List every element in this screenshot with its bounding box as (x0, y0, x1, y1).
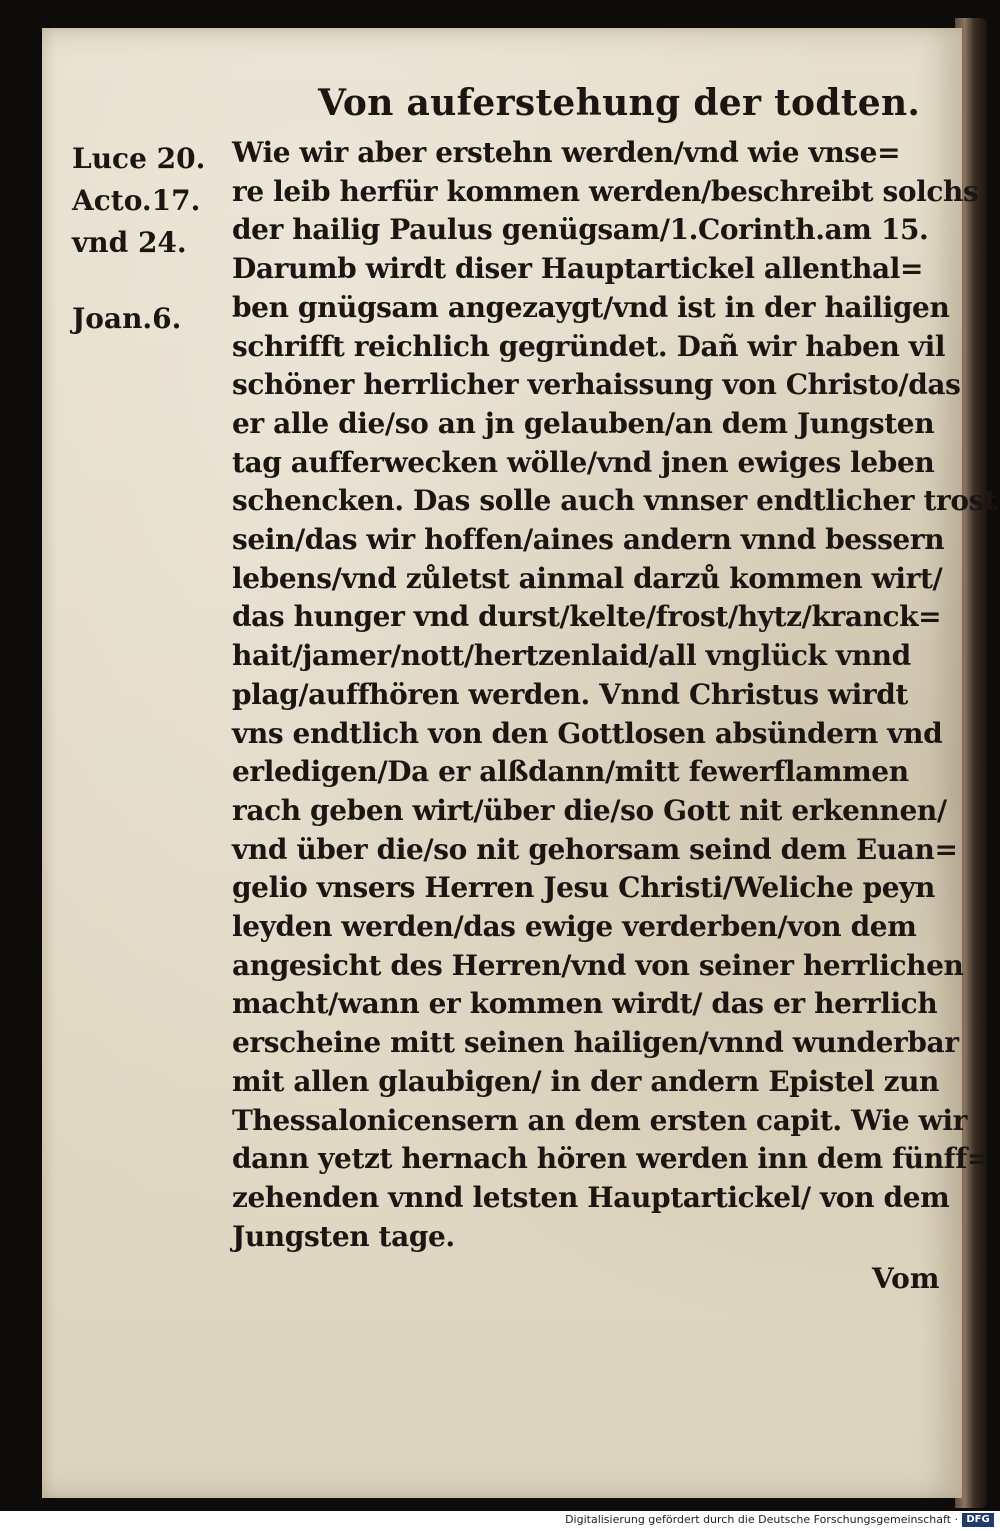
text-line: er alle die/so an jn gelauben/an dem Jungsten (232, 406, 935, 440)
text-line: dann yetzt hernach hören werden inn dem fünff= (232, 1142, 991, 1176)
margin-note: Joan.6. (72, 302, 182, 335)
text-line: tag aufferwecken wölle/vnd jnen ewiges leben (232, 445, 935, 479)
text-line: zehenden vnnd letsten Hauptartickel/ von dem (232, 1180, 950, 1214)
text-line: Darumb wirdt diser Hauptartickel allenthal= (232, 252, 924, 285)
text-line: plag/auffhören werden. Vnnd Christus wirdt (232, 677, 908, 711)
dfg-logo-icon: DFG (962, 1513, 994, 1527)
text-line: mit allen glaubigen/ in der andern Epistel zun (232, 1064, 939, 1098)
text-line: Jungsten tage. (232, 1219, 455, 1253)
text-line: hait/jamer/nott/hertzenlaid/all vnglück vnnd (232, 639, 911, 673)
text-line: Thessalonicensern an dem ersten capit. Wie wir (232, 1103, 967, 1137)
text-line: schencken. Das solle auch vnnser endtlicher trost (232, 484, 997, 518)
text-line: erscheine mitt seinen hailigen/vnnd wunderbar (232, 1026, 959, 1060)
text-line: vns endtlich von den Gottlosen absündern vnd (232, 716, 943, 750)
text-line: macht/wann er kommen wirdt/ das er herrlich (232, 987, 938, 1021)
footer-credit: Digitalisierung gefördert durch die Deutsche Forschungsgemeinschaft · (565, 1513, 958, 1526)
catchword: Vom (872, 1262, 940, 1295)
text-line: schrifft reichlich gegründet. Dañ wir haben vil (232, 329, 946, 363)
text-line: gelio vnsers Herren Jesu Christi/Weliche peyn (232, 871, 936, 905)
running-head: Von auferstehung der todten. (318, 82, 921, 124)
margin-note: vnd 24. (72, 226, 187, 259)
margin-note: Luce 20. (72, 142, 206, 175)
text-line: rach geben wirt/über die/so Gott nit erkennen/ (232, 793, 947, 827)
text-line: angesicht des Herren/vnd von seiner herrlichen (232, 948, 964, 982)
text-line: vnd über die/so nit gehorsam seind dem Euan= (232, 832, 958, 866)
text-line: leyden werden/das ewige verderben/von dem (232, 910, 917, 943)
text-line: erledigen/Da er alßdann/mitt fewerflammen (232, 755, 909, 789)
text-line: lebens/vnd zůletst ainmal darzů kommen wirt/ (232, 561, 943, 595)
text-line: der hailig Paulus genügsam/1.Corinth.am 15. (232, 213, 929, 247)
text-line: schöner herrlicher verhaissung von Christo/das (232, 368, 961, 402)
text-line: Wie wir aber erstehn werden/vnd wie vnse= (232, 136, 901, 169)
digitization-footer (0, 1511, 1000, 1531)
text-line: das hunger vnd durst/kelte/frost/hytz/kranck= (232, 600, 942, 634)
margin-note: Acto.17. (72, 184, 201, 217)
text-line: re leib herfür kommen werden/beschreibt solchs (232, 174, 979, 208)
text-line: sein/das wir hoffen/aines andern vnnd bessern (232, 523, 945, 556)
text-line: ben gnügsam angezaygt/vnd ist in der hailigen (232, 290, 950, 324)
